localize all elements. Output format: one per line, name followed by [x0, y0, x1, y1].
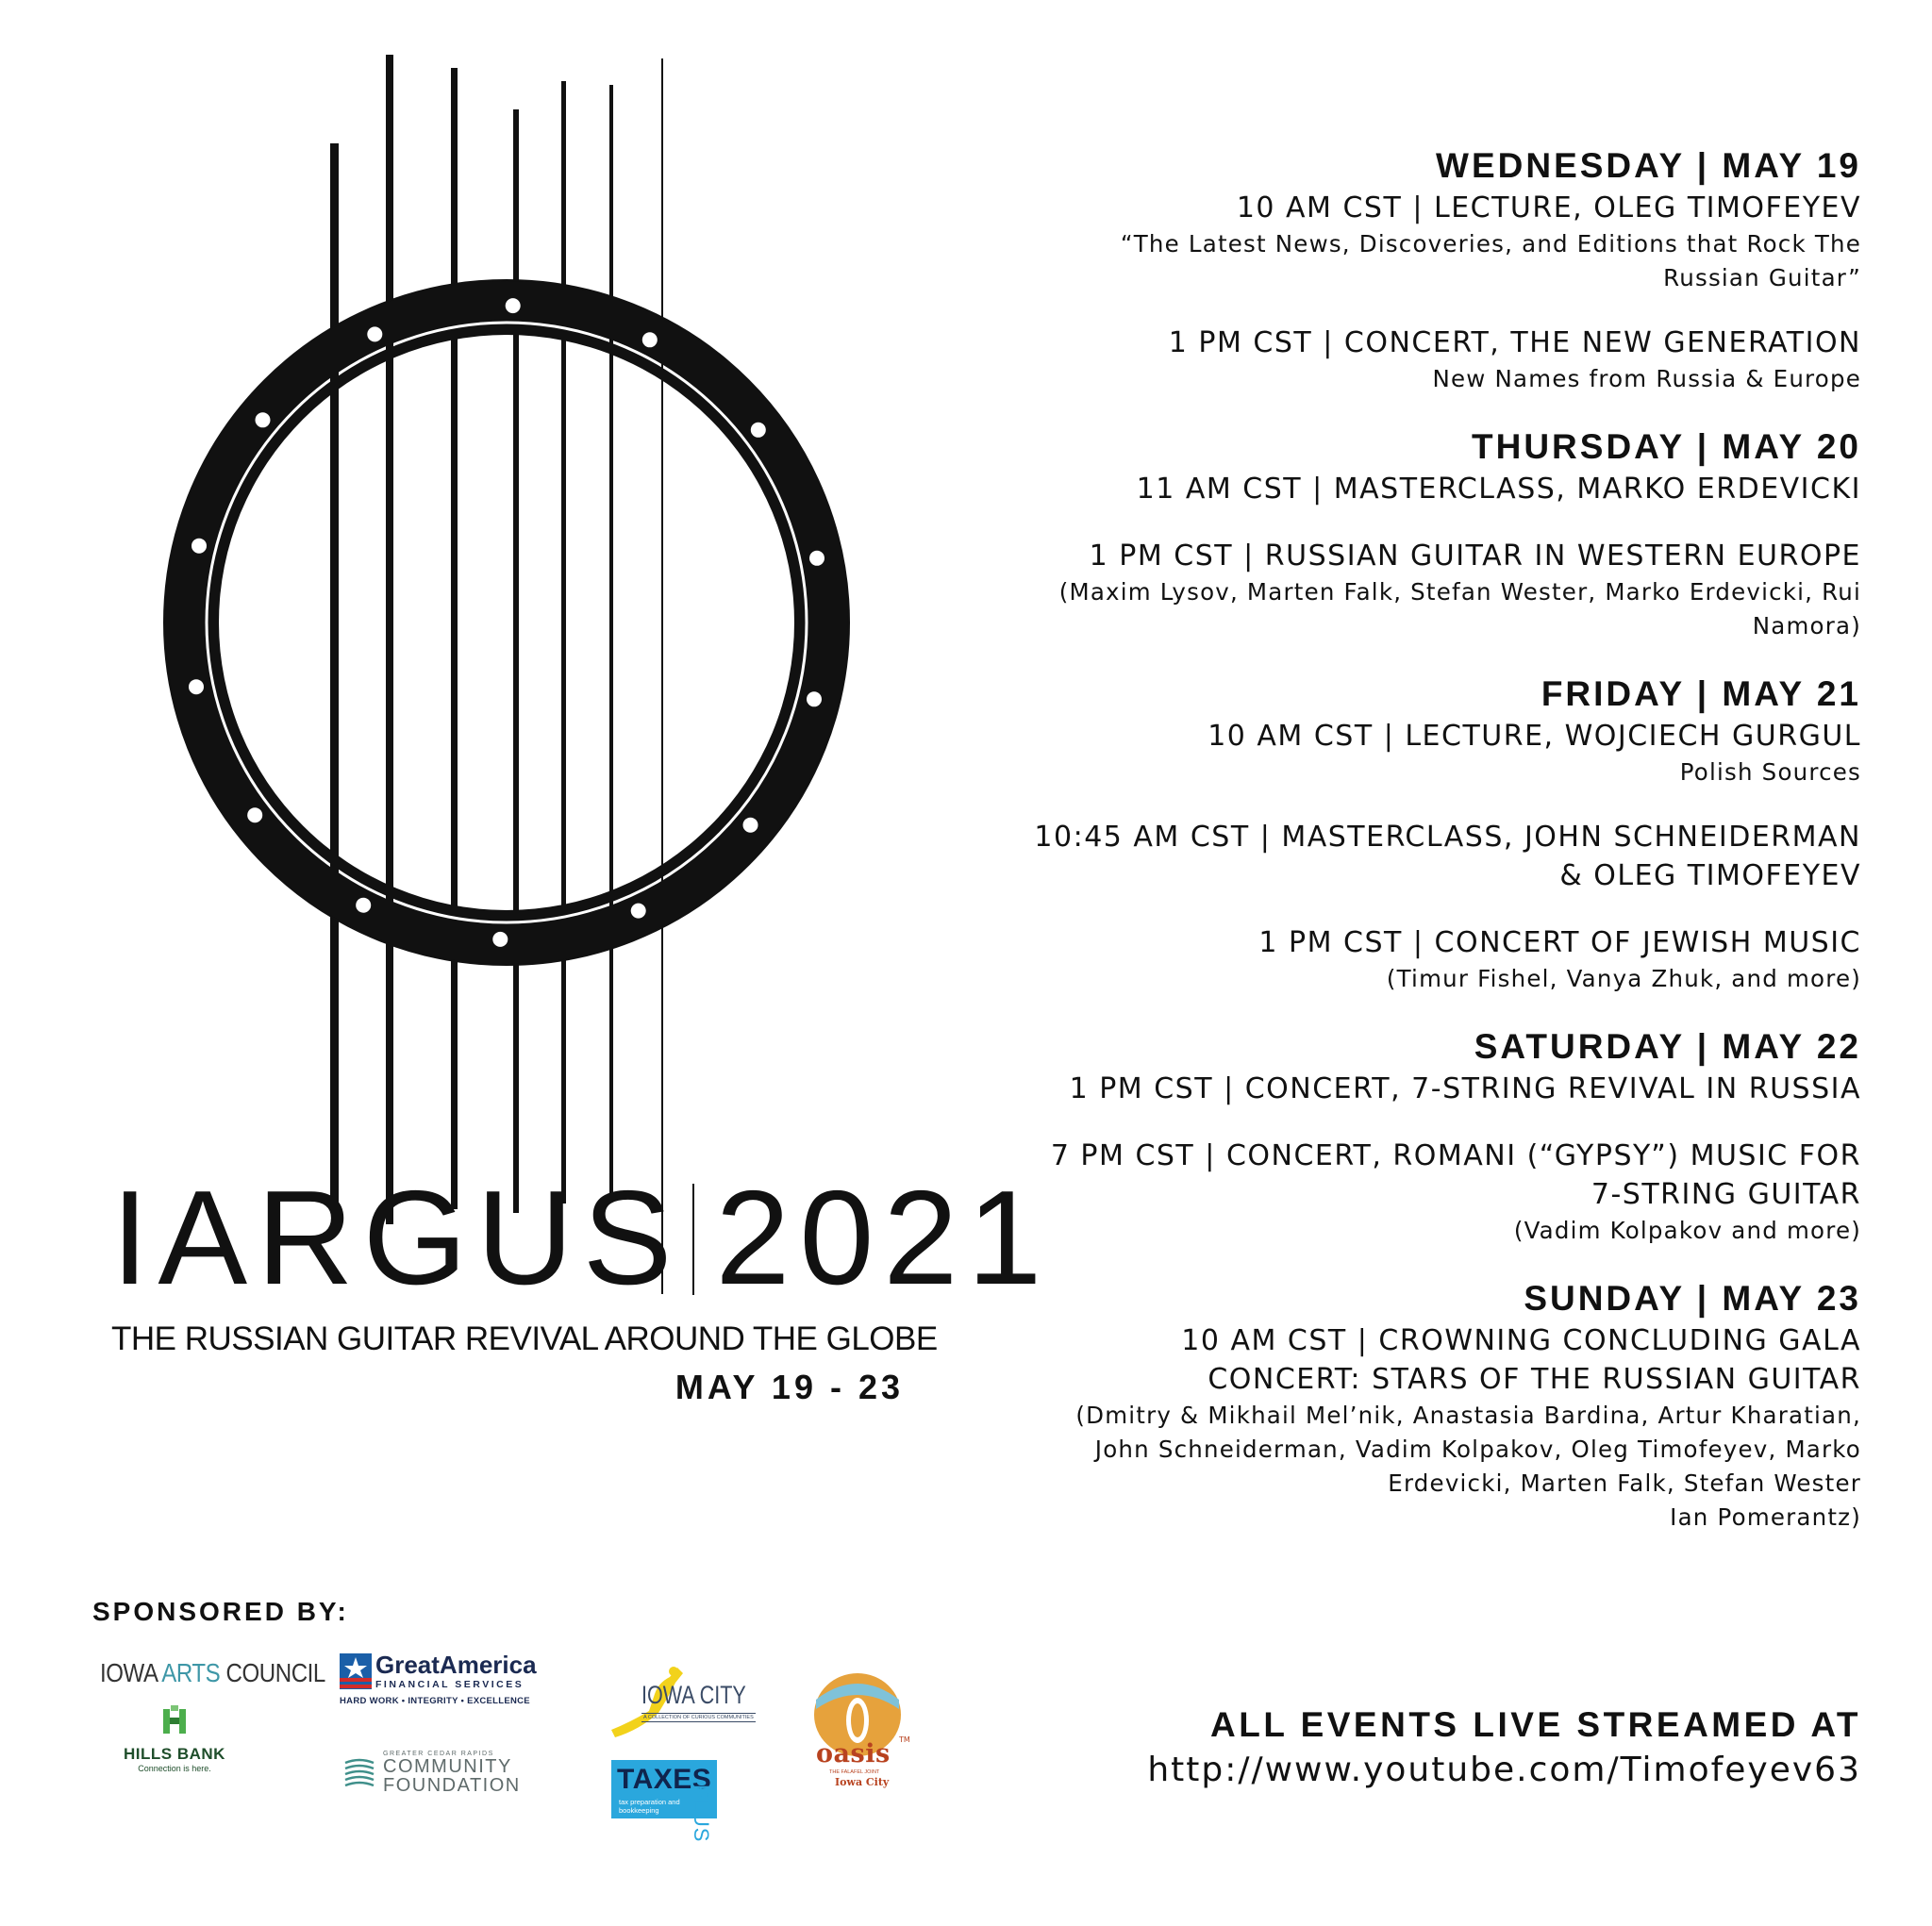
oasis-sub2: Iowa City — [835, 1776, 890, 1788]
taxes-plus-plus: PLUS — [690, 1785, 713, 1843]
ring-dot — [642, 332, 658, 347]
event-title: 10:45 AM CST | MASTERCLASS, JOHN SCHNEIDERMAN & OLEG TIMOFEYEV — [1034, 821, 1861, 892]
community-foundation-line2: FOUNDATION — [383, 1775, 521, 1796]
schedule-event — [956, 537, 1861, 643]
iowa-city-name: IOWA CITY — [641, 1681, 746, 1709]
schedule-day — [956, 672, 1861, 996]
community-foundation-region: GREATER CEDAR RAPIDS — [383, 1751, 494, 1757]
ring-dot — [492, 932, 508, 947]
great-america-sub: FINANCIAL SERVICES — [375, 1679, 525, 1690]
schedule-day — [956, 1276, 1861, 1535]
schedule-day — [956, 143, 1861, 396]
stream-label: ALL EVENTS LIVE STREAMED AT — [1210, 1705, 1861, 1744]
ring-dot — [807, 691, 822, 706]
ring-dot — [743, 818, 758, 833]
oasis-name: oasis — [816, 1739, 891, 1768]
taxes-plus-tagline: tax preparation and bookkeeping — [619, 1798, 680, 1815]
iowa-arts-part1: IOWA — [100, 1658, 162, 1687]
schedule-day — [956, 424, 1861, 643]
festival-subtitle: THE RUSSIAN GUITAR REVIVAL AROUND THE GLOBE — [111, 1320, 938, 1357]
schedule — [956, 143, 1861, 1563]
ring-dot — [356, 898, 371, 913]
hills-bank-name: HILLS BANK — [124, 1745, 225, 1763]
event-detail: “The Latest News, Discoveries, and Editions that Rock The Russian Guitar” — [1120, 230, 1861, 291]
great-america-tagline: HARD WORK • INTEGRITY • EXCELLENCE — [340, 1696, 530, 1706]
oasis-logo — [807, 1671, 910, 1788]
event-title: 1 PM CST | CONCERT OF JEWISH MUSIC — [1258, 926, 1861, 959]
ring-dot — [809, 551, 824, 566]
hills-bank-h-icon — [161, 1705, 188, 1737]
festival-year: 2021 — [715, 1163, 1052, 1313]
day-heading: FRIDAY | MAY 21 — [1541, 674, 1861, 713]
great-america-logo — [340, 1652, 557, 1706]
event-title: 1 PM CST | CONCERT, 7-STRING REVIVAL IN RUSSIA — [1069, 1072, 1861, 1105]
ring-dot — [192, 539, 207, 554]
event-title: 7 PM CST | CONCERT, ROMANI (“GYPSY”) MUSIC FOR 7-STRING GUITAR — [1050, 1139, 1861, 1211]
event-detail: (Dmitry & Mikhail Mel’nik, Anastasia Bardina, Artur Kharatian, John Schneiderman, Vadim Kolpakov, Oleg Timofeyev, Marko Erdevicki, Marten Falk, Stefan Wester Ian Pomerantz) — [1075, 1402, 1861, 1531]
schedule-day — [956, 1024, 1861, 1248]
schedule-event — [956, 818, 1861, 895]
hills-bank-logo — [123, 1705, 226, 1773]
schedule-event — [956, 717, 1861, 789]
community-foundation-line1: COMMUNITY — [383, 1756, 512, 1777]
schedule-event — [956, 923, 1861, 996]
oasis-trademark: TM — [899, 1735, 910, 1744]
great-america-star-icon — [340, 1653, 372, 1689]
iowa-city-tagline: A COLLECTION OF CURIOUS COMMUNITIES — [643, 1715, 754, 1720]
schedule-event — [956, 1321, 1861, 1535]
day-heading: WEDNESDAY | MAY 19 — [1436, 146, 1861, 185]
festival-title — [111, 1163, 1052, 1313]
hills-bank-tagline: Connection is here. — [138, 1764, 211, 1773]
title-separator — [692, 1184, 694, 1295]
day-heading: THURSDAY | MAY 20 — [1472, 427, 1861, 466]
event-detail: (Maxim Lysov, Marten Falk, Stefan Wester, Marko Erdevicki, Rui Namora) — [1058, 578, 1861, 639]
ring-dot — [256, 412, 271, 427]
schedule-event — [956, 324, 1861, 396]
ring-dot — [506, 298, 521, 313]
iowa-city-logo — [602, 1656, 754, 1741]
taxes-plus-name: TAXES — [617, 1764, 712, 1795]
great-america-name: GreatAmerica — [375, 1651, 537, 1679]
day-heading: SUNDAY | MAY 23 — [1524, 1279, 1861, 1318]
swirl-icon — [341, 1755, 377, 1791]
schedule-event — [956, 1137, 1861, 1248]
schedule-event — [956, 470, 1861, 508]
event-detail: Polish Sources — [1679, 758, 1861, 786]
oasis-sub1: THE FALAFEL JOINT — [829, 1769, 880, 1775]
event-title: 1 PM CST | CONCERT, THE NEW GENERATION — [1168, 326, 1861, 359]
ring-dot — [367, 326, 382, 341]
festival-dates: MAY 19 - 23 — [675, 1368, 904, 1406]
taxes-plus-logo — [611, 1760, 743, 1843]
schedule-event — [956, 189, 1861, 295]
event-title: 10 AM CST | LECTURE, WOJCIECH GURGUL — [1208, 720, 1861, 753]
event-detail: New Names from Russia & Europe — [1432, 365, 1861, 392]
stream-url-link[interactable]: http://www.youtube.com/Timofeyev63 — [1147, 1751, 1861, 1789]
day-heading: SATURDAY | MAY 22 — [1474, 1027, 1861, 1066]
event-title: 10 AM CST | LECTURE, OLEG TIMOFEYEV — [1236, 191, 1861, 224]
iowa-arts-part3: COUNCIL — [220, 1658, 325, 1687]
event-detail: (Timur Fishel, Vanya Zhuk, and more) — [1386, 965, 1861, 992]
ring-dot — [189, 679, 204, 694]
ring-dot — [751, 423, 766, 438]
iowa-arts-part2: ARTS — [161, 1658, 221, 1687]
iowa-arts-council-logo — [100, 1658, 325, 1688]
event-title: 1 PM CST | RUSSIAN GUITAR IN WESTERN EUROPE — [1089, 540, 1861, 573]
sponsors-heading: SPONSORED BY: — [92, 1597, 349, 1626]
event-title: 11 AM CST | MASTERCLASS, MARKO ERDEVICKI — [1136, 473, 1861, 506]
festival-name: IARGUS — [111, 1163, 682, 1313]
guitar-soundhole-logo — [0, 0, 943, 1311]
event-detail: (Vadim Kolpakov and more) — [1513, 1217, 1861, 1244]
ring-dot — [631, 904, 646, 919]
soundhole-ring — [164, 280, 849, 965]
schedule-event — [956, 1070, 1861, 1108]
ring-dot — [247, 807, 262, 822]
event-title: 10 AM CST | CROWNING CONCLUDING GALA CONCERT: STARS OF THE RUSSIAN GUITAR — [1181, 1324, 1861, 1396]
community-foundation-logo — [341, 1751, 521, 1795]
